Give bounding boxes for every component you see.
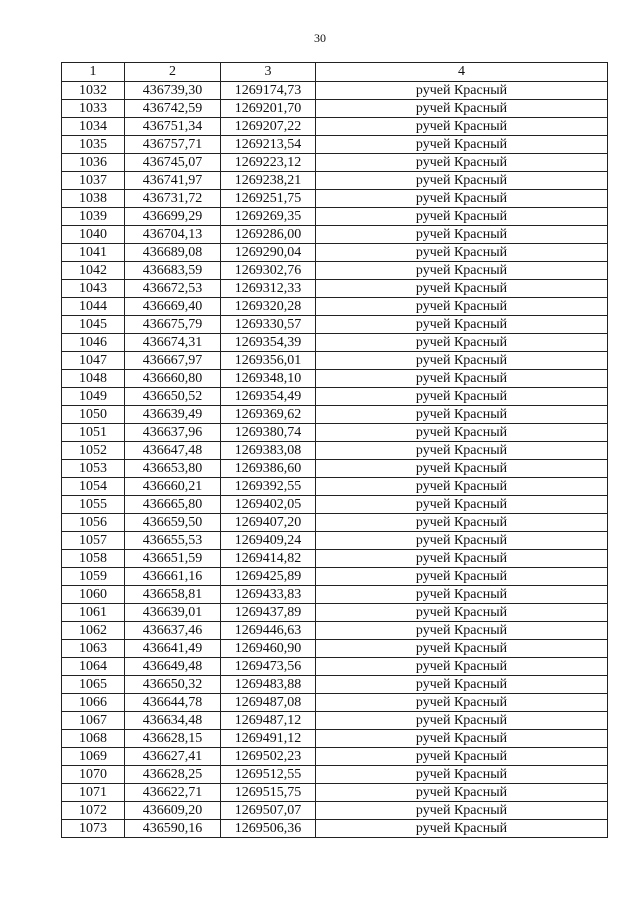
y-coordinate-cell: 1269269,35 [221,208,316,226]
description-cell: ручей Красный [316,694,608,712]
y-coordinate-cell: 1269507,07 [221,802,316,820]
y-coordinate-cell: 1269383,08 [221,442,316,460]
x-coordinate-cell: 436655,53 [125,532,221,550]
table-row [62,676,608,694]
x-coordinate-cell: 436641,49 [125,640,221,658]
table-row [62,622,608,640]
x-coordinate-cell: 436731,72 [125,190,221,208]
y-coordinate-cell: 1269207,22 [221,118,316,136]
table-row [62,532,608,550]
point-number-cell: 1059 [62,568,125,586]
x-coordinate-cell: 436649,48 [125,658,221,676]
x-coordinate-cell: 436647,48 [125,442,221,460]
point-number-cell: 1062 [62,622,125,640]
x-coordinate-cell: 436683,59 [125,262,221,280]
table-row [62,262,608,280]
description-cell: ручей Красный [316,388,608,406]
table-row [62,784,608,802]
point-number-cell: 1060 [62,586,125,604]
description-cell: ручей Красный [316,100,608,118]
table-row [62,370,608,388]
point-number-cell: 1039 [62,208,125,226]
point-number-cell: 1068 [62,730,125,748]
x-coordinate-cell: 436704,13 [125,226,221,244]
table-row [62,154,608,172]
table-row [62,334,608,352]
table-row [62,280,608,298]
point-number-cell: 1035 [62,136,125,154]
table-row [62,568,608,586]
y-coordinate-cell: 1269414,82 [221,550,316,568]
table-row [62,640,608,658]
description-cell: ручей Красный [316,262,608,280]
point-number-cell: 1056 [62,514,125,532]
y-coordinate-cell: 1269348,10 [221,370,316,388]
y-coordinate-cell: 1269354,39 [221,334,316,352]
description-cell: ручей Красный [316,244,608,262]
y-coordinate-cell: 1269433,83 [221,586,316,604]
point-number-cell: 1069 [62,748,125,766]
table-row [62,118,608,136]
x-coordinate-cell: 436639,49 [125,406,221,424]
y-coordinate-cell: 1269515,75 [221,784,316,802]
x-coordinate-cell: 436653,80 [125,460,221,478]
table-row [62,586,608,604]
point-number-cell: 1053 [62,460,125,478]
x-coordinate-cell: 436609,20 [125,802,221,820]
header-col-4: 4 [316,63,608,82]
table-row [62,514,608,532]
y-coordinate-cell: 1269446,63 [221,622,316,640]
x-coordinate-cell: 436622,71 [125,784,221,802]
y-coordinate-cell: 1269392,55 [221,478,316,496]
table-row [62,496,608,514]
point-number-cell: 1072 [62,802,125,820]
description-cell: ручей Красный [316,730,608,748]
y-coordinate-cell: 1269502,23 [221,748,316,766]
point-number-cell: 1052 [62,442,125,460]
description-cell: ручей Красный [316,370,608,388]
table-row [62,550,608,568]
y-coordinate-cell: 1269320,28 [221,298,316,316]
point-number-cell: 1055 [62,496,125,514]
description-cell: ручей Красный [316,748,608,766]
table-row [62,352,608,370]
table-row [62,82,608,100]
table-row [62,298,608,316]
page-number: 30 [314,31,326,45]
table-row [62,172,608,190]
table-row [62,766,608,784]
description-cell: ручей Красный [316,298,608,316]
x-coordinate-cell: 436739,30 [125,82,221,100]
point-number-cell: 1044 [62,298,125,316]
x-coordinate-cell: 436669,40 [125,298,221,316]
description-cell: ручей Красный [316,118,608,136]
point-number-cell: 1064 [62,658,125,676]
point-number-cell: 1034 [62,118,125,136]
description-cell: ручей Красный [316,136,608,154]
y-coordinate-cell: 1269386,60 [221,460,316,478]
table-row [62,820,608,838]
table-row [62,136,608,154]
y-coordinate-cell: 1269491,12 [221,730,316,748]
description-cell: ручей Красный [316,586,608,604]
y-coordinate-cell: 1269473,56 [221,658,316,676]
description-cell: ручей Красный [316,460,608,478]
x-coordinate-cell: 436639,01 [125,604,221,622]
x-coordinate-cell: 436757,71 [125,136,221,154]
point-number-cell: 1042 [62,262,125,280]
description-cell: ручей Красный [316,82,608,100]
description-cell: ручей Красный [316,784,608,802]
description-cell: ручей Красный [316,712,608,730]
point-number-cell: 1041 [62,244,125,262]
y-coordinate-cell: 1269201,70 [221,100,316,118]
point-number-cell: 1050 [62,406,125,424]
point-number-cell: 1065 [62,676,125,694]
x-coordinate-cell: 436660,21 [125,478,221,496]
table-row [62,388,608,406]
table-row [62,442,608,460]
description-cell: ручей Красный [316,514,608,532]
table-header [62,63,608,82]
description-cell: ручей Красный [316,280,608,298]
x-coordinate-cell: 436665,80 [125,496,221,514]
point-number-cell: 1070 [62,766,125,784]
header-col-1: 1 [62,63,125,82]
x-coordinate-cell: 436650,32 [125,676,221,694]
x-coordinate-cell: 436658,81 [125,586,221,604]
point-number-cell: 1063 [62,640,125,658]
point-number-cell: 1071 [62,784,125,802]
x-coordinate-cell: 436659,50 [125,514,221,532]
y-coordinate-cell: 1269213,54 [221,136,316,154]
description-cell: ручей Красный [316,766,608,784]
table-row [62,694,608,712]
x-coordinate-cell: 436675,79 [125,316,221,334]
x-coordinate-cell: 436628,15 [125,730,221,748]
point-number-cell: 1048 [62,370,125,388]
x-coordinate-cell: 436644,78 [125,694,221,712]
header-col-3: 3 [221,63,316,82]
description-cell: ручей Красный [316,568,608,586]
x-coordinate-cell: 436745,07 [125,154,221,172]
table-row [62,730,608,748]
description-cell: ручей Красный [316,226,608,244]
table-row [62,802,608,820]
description-cell: ручей Красный [316,208,608,226]
point-number-cell: 1046 [62,334,125,352]
table-row [62,208,608,226]
y-coordinate-cell: 1269286,00 [221,226,316,244]
point-number-cell: 1036 [62,154,125,172]
table-row [62,190,608,208]
y-coordinate-cell: 1269506,36 [221,820,316,838]
point-number-cell: 1061 [62,604,125,622]
y-coordinate-cell: 1269238,21 [221,172,316,190]
description-cell: ручей Красный [316,658,608,676]
point-number-cell: 1067 [62,712,125,730]
y-coordinate-cell: 1269330,57 [221,316,316,334]
x-coordinate-cell: 436674,31 [125,334,221,352]
table-row [62,460,608,478]
x-coordinate-cell: 436751,34 [125,118,221,136]
description-cell: ручей Красный [316,496,608,514]
x-coordinate-cell: 436667,97 [125,352,221,370]
x-coordinate-cell: 436637,46 [125,622,221,640]
header-col-2: 2 [125,63,221,82]
table-row [62,712,608,730]
description-cell: ручей Красный [316,334,608,352]
point-number-cell: 1043 [62,280,125,298]
point-number-cell: 1054 [62,478,125,496]
description-cell: ручей Красный [316,640,608,658]
point-number-cell: 1049 [62,388,125,406]
x-coordinate-cell: 436651,59 [125,550,221,568]
y-coordinate-cell: 1269425,89 [221,568,316,586]
y-coordinate-cell: 1269483,88 [221,676,316,694]
table-row [62,100,608,118]
description-cell: ручей Красный [316,154,608,172]
y-coordinate-cell: 1269380,74 [221,424,316,442]
y-coordinate-cell: 1269312,33 [221,280,316,298]
description-cell: ручей Красный [316,172,608,190]
description-cell: ручей Красный [316,316,608,334]
point-number-cell: 1038 [62,190,125,208]
y-coordinate-cell: 1269223,12 [221,154,316,172]
y-coordinate-cell: 1269487,12 [221,712,316,730]
table-row [62,478,608,496]
x-coordinate-cell: 436699,29 [125,208,221,226]
description-cell: ручей Красный [316,550,608,568]
table-row [62,316,608,334]
point-number-cell: 1066 [62,694,125,712]
y-coordinate-cell: 1269251,75 [221,190,316,208]
description-cell: ручей Красный [316,532,608,550]
point-number-cell: 1040 [62,226,125,244]
y-coordinate-cell: 1269356,01 [221,352,316,370]
description-cell: ручей Красный [316,190,608,208]
table-row [62,406,608,424]
y-coordinate-cell: 1269174,73 [221,82,316,100]
x-coordinate-cell: 436634,48 [125,712,221,730]
y-coordinate-cell: 1269402,05 [221,496,316,514]
point-number-cell: 1033 [62,100,125,118]
description-cell: ручей Красный [316,622,608,640]
x-coordinate-cell: 436689,08 [125,244,221,262]
table-row [62,424,608,442]
table-row [62,604,608,622]
x-coordinate-cell: 436741,97 [125,172,221,190]
y-coordinate-cell: 1269407,20 [221,514,316,532]
y-coordinate-cell: 1269354,49 [221,388,316,406]
y-coordinate-cell: 1269460,90 [221,640,316,658]
point-number-cell: 1058 [62,550,125,568]
description-cell: ручей Красный [316,424,608,442]
table-row [62,226,608,244]
header-row [62,63,608,82]
y-coordinate-cell: 1269512,55 [221,766,316,784]
point-number-cell: 1051 [62,424,125,442]
description-cell: ручей Красный [316,676,608,694]
table-body [62,82,608,838]
y-coordinate-cell: 1269409,24 [221,532,316,550]
description-cell: ручей Красный [316,352,608,370]
description-cell: ручей Красный [316,442,608,460]
x-coordinate-cell: 436628,25 [125,766,221,784]
point-number-cell: 1032 [62,82,125,100]
description-cell: ручей Красный [316,406,608,424]
coordinates-table [61,62,608,838]
description-cell: ручей Красный [316,478,608,496]
description-cell: ручей Красный [316,820,608,838]
table-row [62,244,608,262]
x-coordinate-cell: 436590,16 [125,820,221,838]
x-coordinate-cell: 436650,52 [125,388,221,406]
point-number-cell: 1037 [62,172,125,190]
description-cell: ручей Красный [316,802,608,820]
x-coordinate-cell: 436627,41 [125,748,221,766]
y-coordinate-cell: 1269369,62 [221,406,316,424]
y-coordinate-cell: 1269290,04 [221,244,316,262]
point-number-cell: 1045 [62,316,125,334]
x-coordinate-cell: 436672,53 [125,280,221,298]
point-number-cell: 1047 [62,352,125,370]
point-number-cell: 1057 [62,532,125,550]
y-coordinate-cell: 1269302,76 [221,262,316,280]
y-coordinate-cell: 1269437,89 [221,604,316,622]
x-coordinate-cell: 436637,96 [125,424,221,442]
x-coordinate-cell: 436661,16 [125,568,221,586]
x-coordinate-cell: 436742,59 [125,100,221,118]
description-cell: ручей Красный [316,604,608,622]
x-coordinate-cell: 436660,80 [125,370,221,388]
y-coordinate-cell: 1269487,08 [221,694,316,712]
table-row [62,658,608,676]
table-row [62,748,608,766]
point-number-cell: 1073 [62,820,125,838]
